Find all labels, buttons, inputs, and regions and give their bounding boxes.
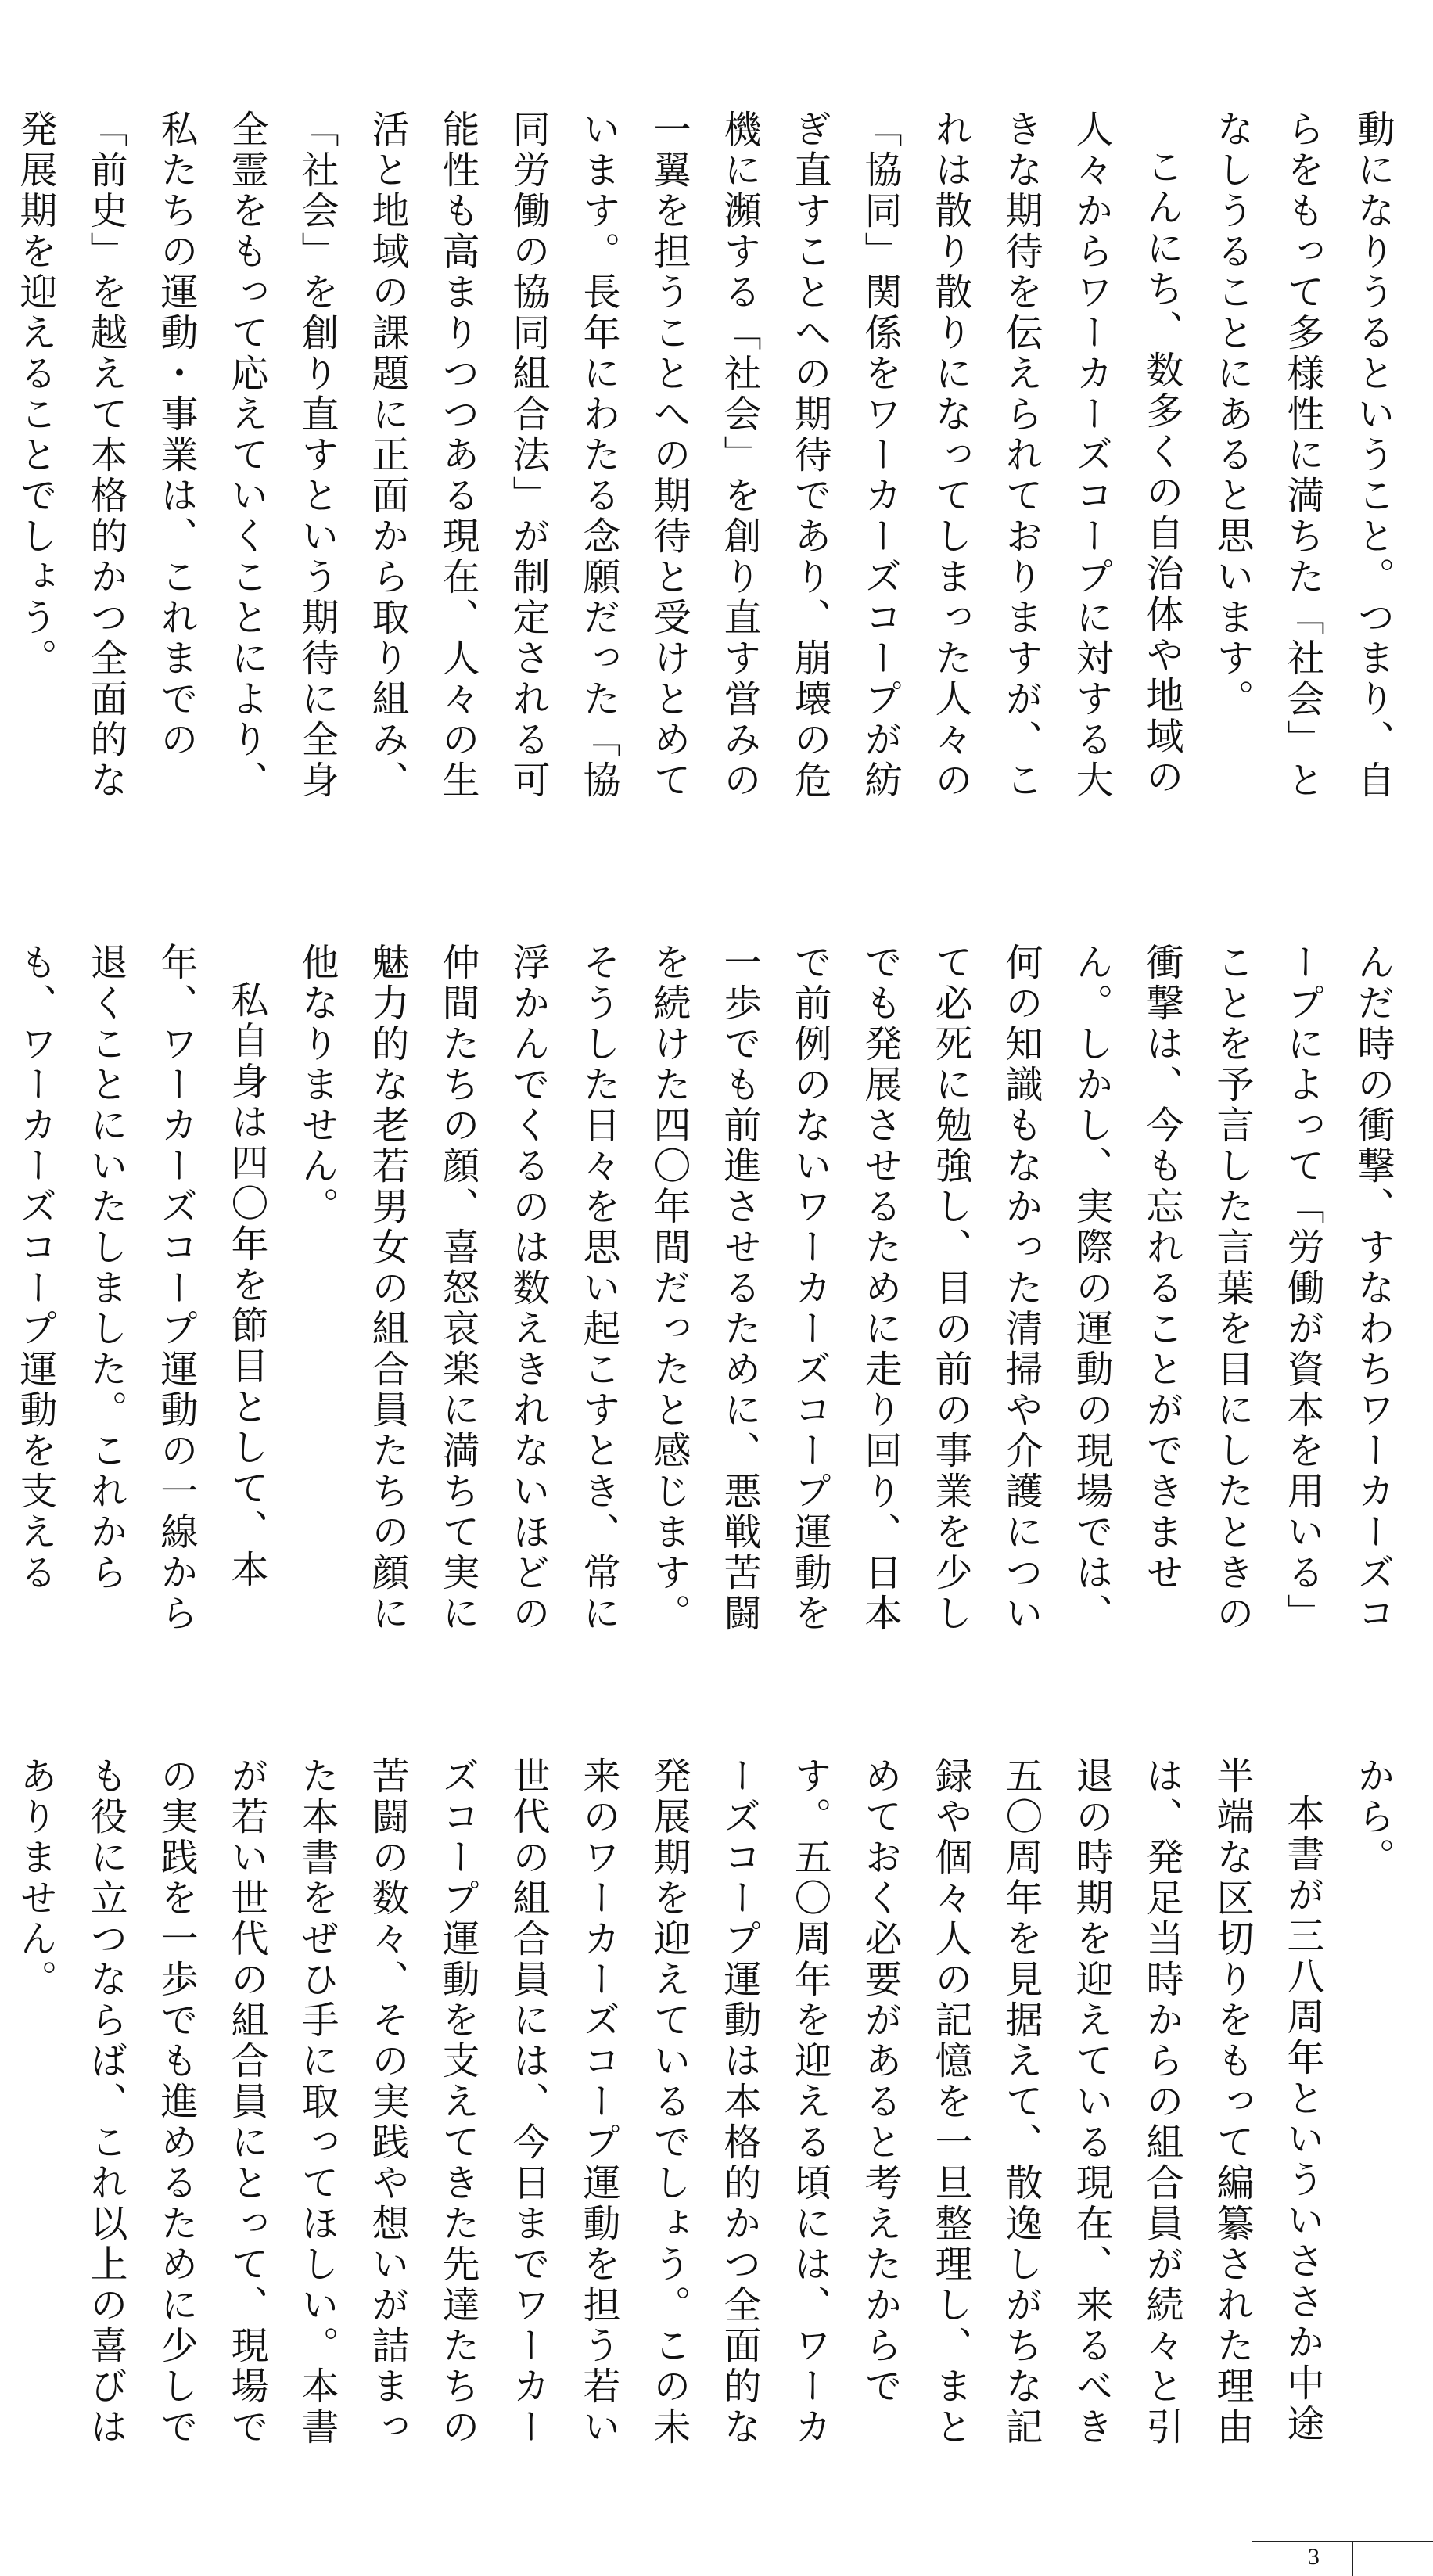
page-number: 3	[1308, 2544, 1320, 2570]
text-column-tier-2	[13, 943, 1408, 1670]
text-column-tier-1	[13, 110, 1408, 837]
folio-rule-vertical	[1352, 2541, 1353, 2576]
folio-rule-horizontal	[1252, 2541, 1433, 2542]
paragraph: こんにち、数多くの自治体や地域の人々からワーカーズコープに対する大きな期待を伝えられておりますが、これは散り散りになってしまった人々の「協同」関係をワーカーズコープが紡ぎ直すことへの期待であり、崩壊の危機に瀕する「社会」を創り直す営みの一翼を担うことへの期待と受けとめています。長年にわたる念願だった「協同労働の協同組合法」が制定される可能性も高まりつつある現在、人々の生活と地域の課題に正面から取り組み、「社会」を創り直すという期待に全身全霊をもって応えていくことにより、私たちの運動・事業は、これまでの「前史」を越えて本格的かつ全面的な発展期を迎えることでしょう。	[13, 110, 1183, 801]
paragraph: んだ時の衝撃、すなわちワーカーズコープによって「労働が資本を用いる」ことを予言した言葉を目にしたときの衝撃は、今も忘れることができません。しかし、実際の運動の現場では、何の知識もなかった清掃や介護について必死に勉強し、目の前の事業を少しでも発展させるために走り回り、日本で前例のないワーカーズコープ運動を一歩でも前進させるために、悪戦苦闘を続けた四〇年間だったと感じます。そうした日々を思い起こすとき、常に浮かんでくるのは数えきれないほどの仲間たちの顔、喜怒哀楽に満ちて実に魅力的な老若男女の組合員たちの顔に他なりません。	[295, 943, 1395, 1634]
paragraph: 動になりうるということ。つまり、自らをもって多様性に満ちた「社会」となしうることにあると思います。	[1210, 110, 1395, 801]
paragraph: 本書が三八周年といういささか中途半端な区切りをもって編纂された理由は、発足当時からの組合員が続々と引退の時期を迎えている現在、来るべき五〇周年を見据えて、散逸しがちな記録や個々人の記憶を一旦整理し、まとめておく必要があると考えたからです。五〇周年を迎える頃には、ワーカーズコープ運動は本格的かつ全面的な発展期を迎えているでしょう。この未来のワーカーズコープ運動を担う若い世代の組合員には、今日までワーカーズコープ運動を支えてきた先達たちの苦闘の数々、その実践や想いが詰まった本書をぜひ手に取ってほしい。本書が若い世代の組合員にとって、現場での実践を一歩でも進めるために少しでも役に立つならば、これ以上の喜びはありません。	[13, 1756, 1324, 2448]
paragraph: 私自身は四〇年を節目として、本年、ワーカーズコープ運動の一線から退くことにいたしました。これからも、ワーカーズコープ運動を支える	[13, 943, 268, 1634]
paragraph: から。	[1351, 1756, 1395, 1878]
text-column-tier-3	[13, 1756, 1408, 2460]
